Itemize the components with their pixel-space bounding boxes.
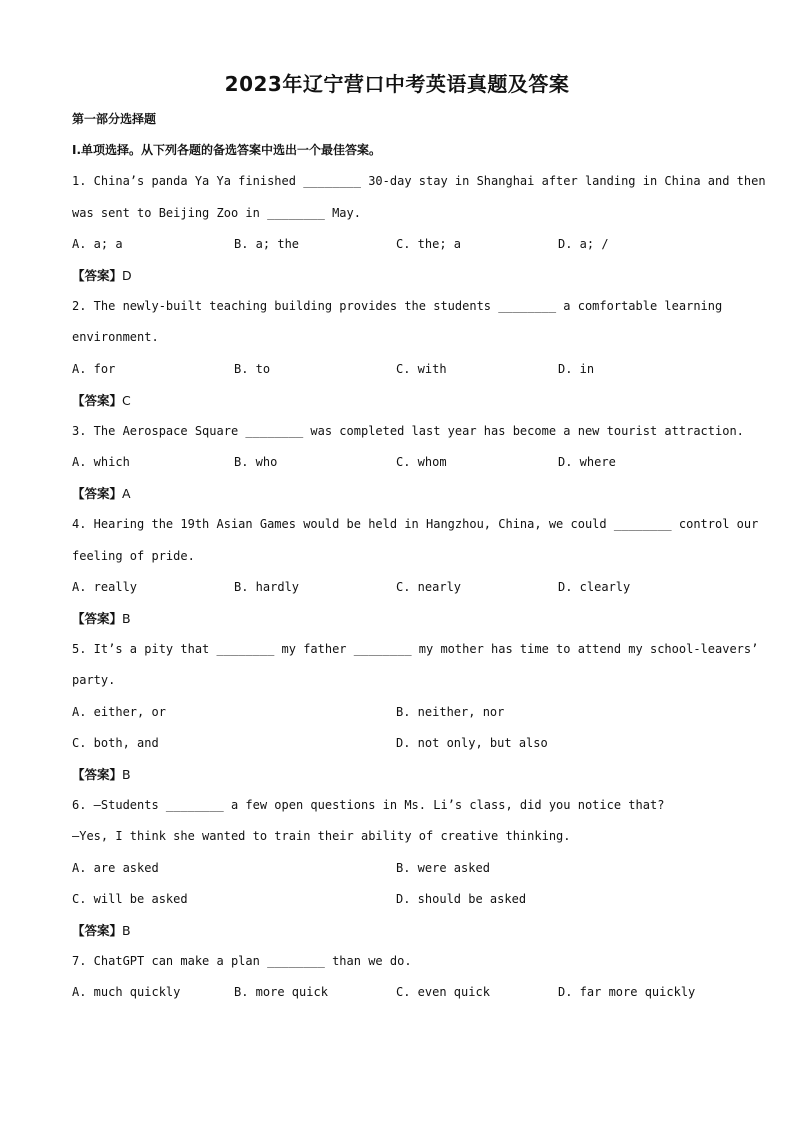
answer-label: 【答案】	[72, 486, 123, 502]
question-1	[72, 166, 766, 291]
question-4	[72, 509, 759, 634]
option-b: B. neither, nor	[396, 704, 505, 719]
option-c: C. will be asked	[72, 891, 188, 906]
question-text-line: 7. ChatGPT can make a plan ________ than we do.	[72, 954, 412, 969]
option-d: D. clearly	[558, 579, 631, 594]
question-5	[72, 634, 759, 790]
option-d: D. a; /	[558, 236, 609, 251]
answer-value: A	[122, 486, 131, 502]
question-text-line: —Yes, I think she wanted to train their ability of creative thinking.	[72, 829, 571, 844]
answer-label: 【答案】	[72, 392, 123, 408]
options-row	[72, 853, 722, 884]
question-text-line: feeling of pride.	[72, 548, 195, 563]
option-c: C. the; a	[396, 236, 462, 251]
question-text-line: was sent to Beijing Zoo in ________ May.	[72, 205, 361, 220]
answer-label: 【答案】	[72, 611, 123, 626]
options-row	[72, 977, 722, 1008]
answer-line	[72, 915, 722, 946]
option-b: B. a; the	[234, 236, 300, 251]
question-3	[72, 416, 744, 510]
option-c: C. with	[396, 361, 447, 376]
question-text-line: 2. The newly-built teaching building provides the students ________ a comfortable learning	[72, 299, 723, 314]
option-a: A. either, or	[72, 704, 166, 719]
options-row	[72, 697, 722, 728]
answer-value: B	[122, 766, 131, 782]
question-text-line: 3. The Aerospace Square ________ was completed last year has become a new tourist attraction.	[72, 423, 744, 438]
question-text-line: 4. Hearing the 19th Asian Games would be held in Hangzhou, China, we could ________ control our	[72, 517, 759, 532]
answer-value: C	[122, 392, 131, 408]
option-c: C. even quick	[396, 985, 490, 1000]
option-c: C. both, and	[72, 735, 159, 750]
option-b: B. hardly	[234, 579, 300, 594]
answer-label: 【答案】	[72, 267, 123, 283]
option-a: A. much quickly	[72, 985, 181, 1000]
answer-line	[72, 759, 722, 790]
page-title: 2023年辽宁营口中考英语真题及答案	[224, 72, 570, 96]
option-b: B. more quick	[234, 985, 328, 1000]
options-row	[72, 572, 722, 603]
question-text-line: party.	[72, 673, 116, 688]
option-a: A. really	[72, 579, 138, 594]
answer-value: D	[122, 267, 132, 283]
options-row	[72, 728, 722, 759]
section-heading: Ⅰ.单项选择。从下列各题的备选答案中选出一个最佳答案。	[72, 143, 382, 158]
answer-line	[72, 478, 722, 509]
options-row	[72, 229, 722, 260]
question-7	[72, 946, 722, 1008]
document-body	[72, 104, 766, 1008]
option-c: C. nearly	[396, 579, 462, 594]
question-text-line: environment.	[72, 330, 159, 345]
option-d: D. far more quickly	[558, 985, 696, 1000]
option-c: C. whom	[396, 455, 447, 470]
answer-line	[72, 260, 722, 291]
question-6	[72, 790, 722, 946]
option-b: B. were asked	[396, 860, 490, 875]
option-d: D. in	[558, 361, 595, 376]
answer-value: B	[122, 611, 131, 626]
option-d: D. should be asked	[396, 891, 527, 906]
answer-value: B	[122, 922, 131, 938]
question-text-line: 6. —Students ________ a few open questions in Ms. Li’s class, did you notice that?	[72, 798, 665, 813]
answer-label: 【答案】	[72, 766, 123, 782]
answer-label: 【答案】	[72, 922, 123, 938]
option-d: D. where	[558, 455, 616, 470]
option-a: A. which	[72, 455, 130, 470]
question-text-line: 1. China’s panda Ya Ya finished ________ 30-day stay in Shanghai after landing in China and then	[72, 174, 766, 189]
option-a: A. for	[72, 361, 116, 376]
option-b: B. who	[234, 455, 278, 470]
option-a: A. a; a	[72, 236, 123, 251]
options-row	[72, 884, 722, 915]
option-b: B. to	[234, 361, 271, 376]
option-a: A. are asked	[72, 860, 159, 875]
answer-line	[72, 603, 722, 634]
part-heading: 第一部分选择题	[72, 112, 157, 126]
options-row	[72, 447, 722, 478]
option-d: D. not only, but also	[396, 735, 548, 750]
options-row	[72, 354, 722, 385]
answer-line	[72, 385, 722, 416]
question-text-line: 5. It’s a pity that ________ my father ________ my mother has time to attend my school-leavers’	[72, 642, 759, 657]
question-2	[72, 291, 722, 416]
